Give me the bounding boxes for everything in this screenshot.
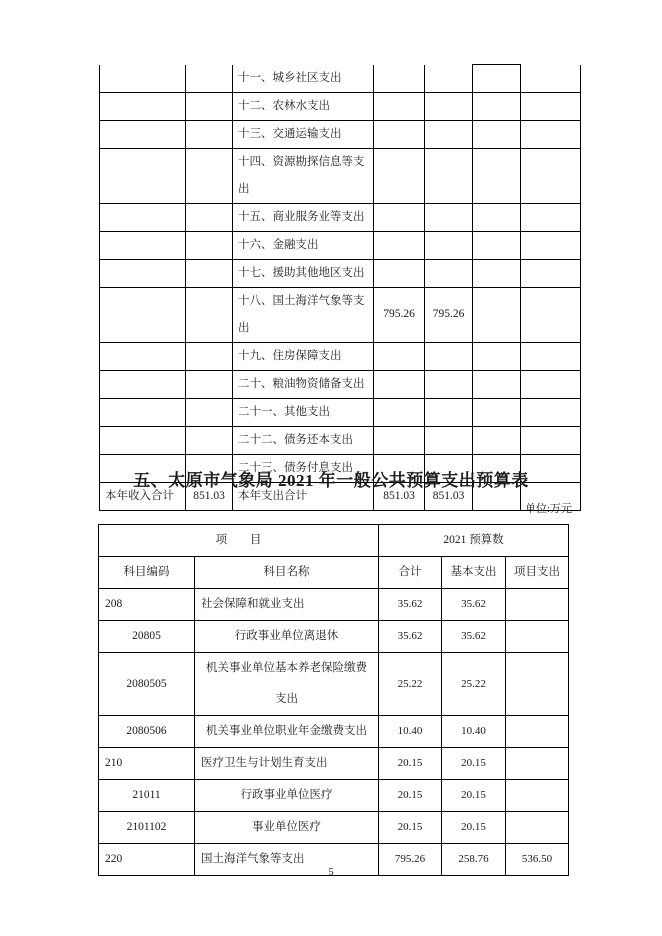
budget-table-body — [99, 589, 569, 876]
cell-total — [374, 231, 425, 259]
cell-project-expenditure — [506, 780, 569, 812]
table-row — [99, 780, 569, 812]
cell-project-expenditure — [473, 370, 521, 398]
table-row — [100, 203, 581, 231]
cell-project-expenditure: 536.50 — [506, 844, 569, 876]
cell-income-amount — [186, 287, 233, 342]
cell-income-label — [100, 148, 186, 203]
cell-subject-name: 医疗卫生与计划生育支出 — [195, 748, 379, 780]
table-row — [100, 148, 581, 203]
header-name: 科目名称 — [195, 557, 379, 589]
cell-extra — [521, 120, 581, 148]
cell-basic-expenditure: 258.76 — [442, 844, 506, 876]
cell-expenditure-item: 二十一、其他支出 — [233, 398, 374, 426]
cell-project-expenditure — [506, 716, 569, 748]
cell-project-expenditure — [473, 287, 521, 342]
cell-extra — [521, 426, 581, 454]
cell-total: 20.15 — [379, 748, 442, 780]
cell-income-label — [100, 342, 186, 370]
cell-extra — [521, 370, 581, 398]
budget-group-header-row — [99, 525, 569, 557]
cell-total: 851.03 — [374, 482, 425, 510]
cell-subject-code: 2080506 — [99, 716, 195, 748]
cell-total — [374, 120, 425, 148]
table-row — [100, 287, 581, 342]
cell-total: 35.62 — [379, 621, 442, 653]
cell-basic-expenditure — [425, 259, 473, 287]
cell-expenditure-item: 二十、粮油物资储备支出 — [233, 370, 374, 398]
cell-subject-name: 社会保障和就业支出 — [195, 589, 379, 621]
cell-income-amount — [186, 370, 233, 398]
budget-revenue-expenditure-table-continued — [99, 64, 581, 511]
cell-total — [374, 92, 425, 120]
cell-project-expenditure — [473, 259, 521, 287]
cell-income-amount — [186, 203, 233, 231]
cell-subject-code: 2101102 — [99, 812, 195, 844]
cell-basic-expenditure — [425, 203, 473, 231]
cell-income-amount — [186, 426, 233, 454]
header-item-group-label: 项 目 — [215, 534, 272, 546]
cell-total — [374, 148, 425, 203]
cell-income-label — [100, 426, 186, 454]
cell-expenditure-item: 十四、资源勘探信息等支出 — [233, 148, 374, 203]
cell-basic-expenditure: 10.40 — [442, 716, 506, 748]
cell-expenditure-item: 十七、援助其他地区支出 — [233, 259, 374, 287]
cell-basic-expenditure — [425, 120, 473, 148]
cell-expenditure-item: 十九、住房保障支出 — [233, 342, 374, 370]
cell-extra — [521, 342, 581, 370]
cell-project-expenditure — [506, 653, 569, 716]
cell-basic-expenditure: 35.62 — [442, 621, 506, 653]
cell-total — [374, 203, 425, 231]
cell-total: 20.15 — [379, 780, 442, 812]
cell-basic-expenditure — [425, 148, 473, 203]
general-public-budget-expenditure-table — [98, 524, 569, 876]
table-continued-body — [100, 65, 581, 511]
cell-subject-code: 20805 — [99, 621, 195, 653]
cell-income-label — [100, 259, 186, 287]
cell-expenditure-item: 二十二、债务还本支出 — [233, 426, 374, 454]
cell-total: 25.22 — [379, 653, 442, 716]
cell-subject-name: 国土海洋气象等支出 — [195, 844, 379, 876]
table-row — [100, 92, 581, 120]
cell-total: 795.26 — [374, 287, 425, 342]
cell-basic-expenditure — [425, 398, 473, 426]
section-heading: 五、太原市气象局 2021 年一般公共预算支出预算表 — [133, 471, 529, 490]
cell-extra — [521, 203, 581, 231]
page-number: 5 — [328, 866, 334, 878]
table-row — [99, 748, 569, 780]
cell-subject-code: 210 — [99, 748, 195, 780]
cell-expenditure-item: 十一、城乡社区支出 — [233, 65, 374, 93]
cell-project-expenditure — [506, 621, 569, 653]
cell-subject-name: 机关事业单位基本养老保险缴费支出 — [195, 653, 379, 716]
cell-income-amount — [186, 120, 233, 148]
cell-total — [374, 65, 425, 93]
cell-extra — [521, 398, 581, 426]
cell-total — [374, 259, 425, 287]
table-row — [100, 65, 581, 93]
cell-project-expenditure — [506, 748, 569, 780]
header-total: 合计 — [379, 557, 442, 589]
table-row — [99, 589, 569, 621]
table-row — [100, 426, 581, 454]
table-row — [100, 370, 581, 398]
budget-table-head — [99, 525, 569, 589]
cell-project-expenditure — [473, 426, 521, 454]
cell-total: 35.62 — [379, 589, 442, 621]
cell-total: 10.40 — [379, 716, 442, 748]
table-row — [100, 259, 581, 287]
table-row — [100, 231, 581, 259]
cell-extra — [521, 148, 581, 203]
cell-subject-code: 220 — [99, 844, 195, 876]
cell-total: 20.15 — [379, 812, 442, 844]
cell-subject-name: 行政事业单位医疗 — [195, 780, 379, 812]
cell-income-amount — [186, 65, 233, 93]
cell-income-amount — [186, 231, 233, 259]
cell-extra — [521, 287, 581, 342]
cell-expenditure-item: 十三、交通运输支出 — [233, 120, 374, 148]
cell-income-label — [100, 92, 186, 120]
cell-basic-expenditure — [425, 231, 473, 259]
cell-basic-expenditure — [425, 370, 473, 398]
cell-expenditure-item: 本年支出合计 — [233, 482, 374, 510]
cell-income-label — [100, 287, 186, 342]
cell-extra — [521, 92, 581, 120]
cell-subject-name: 事业单位医疗 — [195, 812, 379, 844]
cell-expenditure-item: 十八、国土海洋气象等支出 — [233, 287, 374, 342]
cell-basic-expenditure — [425, 426, 473, 454]
cell-total — [374, 342, 425, 370]
cell-project-expenditure — [506, 589, 569, 621]
cell-basic-expenditure: 20.15 — [442, 780, 506, 812]
cell-basic-expenditure: 795.26 — [425, 287, 473, 342]
cell-project-expenditure — [473, 120, 521, 148]
cell-income-label — [100, 203, 186, 231]
budget-column-header-row — [99, 557, 569, 589]
cell-income-label — [100, 120, 186, 148]
cell-extra — [521, 231, 581, 259]
cell-project-expenditure — [473, 231, 521, 259]
cell-income-label — [100, 398, 186, 426]
cell-total — [374, 398, 425, 426]
header-basic-expenditure: 基本支出 — [442, 557, 506, 589]
cell-project-expenditure — [473, 92, 521, 120]
cell-basic-expenditure — [425, 65, 473, 93]
cell-subject-name: 行政事业单位离退休 — [195, 621, 379, 653]
cell-income-amount — [186, 148, 233, 203]
cell-basic-expenditure: 35.62 — [442, 589, 506, 621]
cell-expenditure-item: 十二、农林水支出 — [233, 92, 374, 120]
table-row — [100, 120, 581, 148]
cell-income-amount — [186, 398, 233, 426]
cell-extra — [521, 65, 581, 93]
cell-basic-expenditure — [425, 92, 473, 120]
cell-basic-expenditure: 25.22 — [442, 653, 506, 716]
cell-income-amount — [186, 92, 233, 120]
cell-subject-code: 208 — [99, 589, 195, 621]
cell-project-expenditure — [473, 342, 521, 370]
unit-note: 单位:万元 — [524, 503, 572, 515]
cell-income-label: 本年收入合计 — [100, 482, 186, 510]
header-item-group — [99, 525, 379, 557]
cell-income-amount — [186, 342, 233, 370]
cell-income-amount — [186, 259, 233, 287]
cell-project-expenditure — [473, 203, 521, 231]
table-row — [99, 653, 569, 716]
cell-basic-expenditure: 851.03 — [425, 482, 473, 510]
header-code: 科目编码 — [99, 557, 195, 589]
table-row — [99, 716, 569, 748]
cell-project-expenditure — [473, 398, 521, 426]
cell-basic-expenditure — [425, 342, 473, 370]
header-project-expenditure: 项目支出 — [506, 557, 569, 589]
cell-basic-expenditure: 20.15 — [442, 748, 506, 780]
table-row — [100, 342, 581, 370]
cell-income-label — [100, 231, 186, 259]
cell-total: 795.26 — [379, 844, 442, 876]
cell-expenditure-item: 二十三、债务付息支出 — [233, 454, 374, 482]
cell-subject-code: 21011 — [99, 780, 195, 812]
cell-subject-code: 2080505 — [99, 653, 195, 716]
cell-income-label — [100, 370, 186, 398]
cell-project-expenditure — [473, 148, 521, 203]
cell-subject-name: 机关事业单位职业年金缴费支出 — [195, 716, 379, 748]
header-budget-year-group: 2021 预算数 — [379, 525, 569, 557]
cell-total — [374, 370, 425, 398]
cell-extra — [521, 259, 581, 287]
cell-project-expenditure — [473, 65, 521, 93]
table-row — [100, 398, 581, 426]
table-row — [99, 621, 569, 653]
cell-total — [374, 426, 425, 454]
cell-project-expenditure — [506, 812, 569, 844]
cell-basic-expenditure: 20.15 — [442, 812, 506, 844]
cell-expenditure-item: 十六、金融支出 — [233, 231, 374, 259]
cell-income-label — [100, 65, 186, 93]
cell-expenditure-item: 十五、商业服务业等支出 — [233, 203, 374, 231]
cell-income-amount: 851.03 — [186, 482, 233, 510]
table-row — [99, 812, 569, 844]
